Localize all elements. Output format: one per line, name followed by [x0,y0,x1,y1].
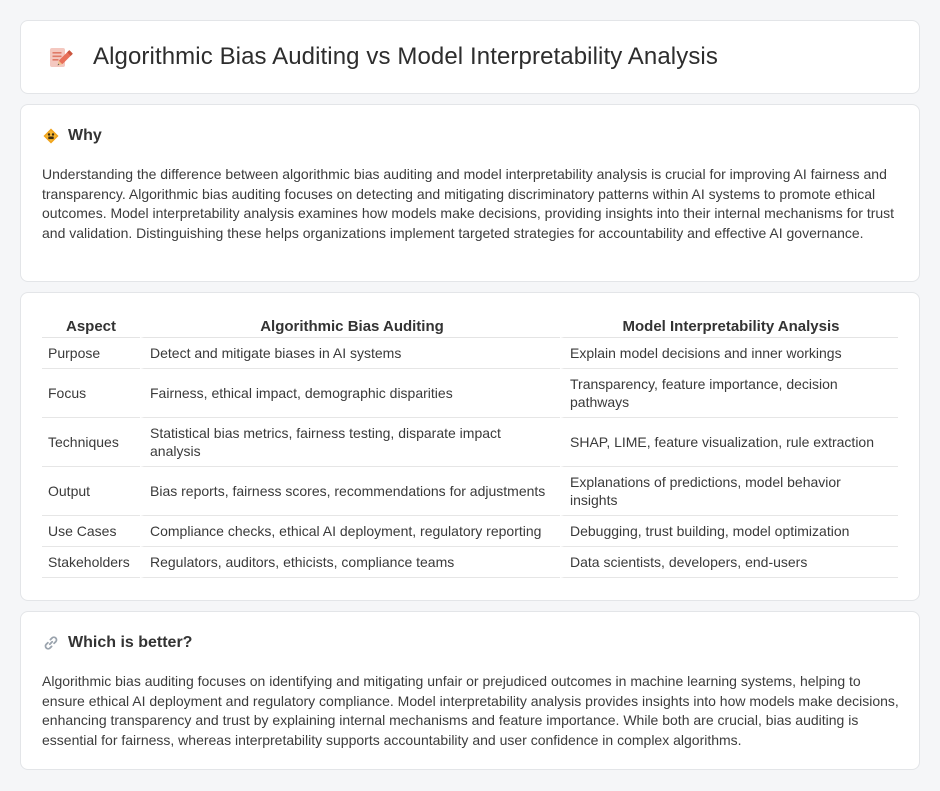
row-aspect: Focus [42,369,140,418]
row-interp-value: Data scientists, developers, end-users [560,547,898,578]
row-bias-value: Compliance checks, ethical AI deployment, regulatory reporting [140,516,560,547]
row-bias-value: Statistical bias metrics, fairness testing, disparate impact analysis [140,418,560,467]
row-interp-value: Explanations of predictions, model behavior insights [560,467,898,516]
page-title: Algorithmic Bias Auditing vs Model Interpretability Analysis [93,43,718,70]
table-row [42,467,898,516]
better-header [43,634,192,652]
row-interp-value: Explain model decisions and inner workings [560,338,898,369]
pencil-document-icon [47,44,73,70]
header-aspect: Aspect [42,317,140,338]
row-aspect: Use Cases [42,516,140,547]
header-interpretability: Model Interpretability Analysis [560,317,898,338]
row-bias-value: Fairness, ethical impact, demographic disparities [140,369,560,418]
row-aspect: Output [42,467,140,516]
row-bias-value: Regulators, auditors, ethicists, compliance teams [140,547,560,578]
table-row [42,547,898,578]
why-header [43,127,102,145]
table-row [42,338,898,369]
why-heading: Why [68,127,102,144]
title-row [47,43,718,71]
row-aspect: Techniques [42,418,140,467]
comparison-table [42,317,898,578]
better-text: Algorithmic bias auditing focuses on identifying and mitigating unfair or prejudiced outcomes in machine learning systems, helping to ensure ethical AI deployment and regulatory compliance. Model interpretability analysis provides insights into how models make decisions, enhancing transparency and trust by explaining internal mechanisms and feature importance. While both are crucial, bias auditing is essential for fairness, whereas interpretability supports accountability and user confidence in complex algorithms. [42,673,899,748]
comparison-card [20,292,920,601]
row-interp-value: Transparency, feature importance, decision pathways [560,369,898,418]
row-aspect: Purpose [42,338,140,369]
warning-sign-icon [43,128,59,144]
row-aspect: Stakeholders [42,547,140,578]
row-interp-value: SHAP, LIME, feature visualization, rule extraction [560,418,898,467]
table-row [42,369,898,418]
header-bias-auditing: Algorithmic Bias Auditing [140,317,560,338]
better-heading: Which is better? [68,634,193,651]
table-row [42,418,898,467]
why-text: Understanding the difference between algorithmic bias auditing and model interpretability analysis is crucial for improving AI fairness and transparency. Algorithmic bias auditing focuses on detecting and mitigating discriminatory patterns within AI systems to promote ethical outcomes. Model interpretability analysis examines how models make decisions, providing insights into their internal mechanisms for trust and validation. Distinguishing these helps organizations implement targeted strategies for accountability and effective AI governance. [42,166,895,241]
title-card [20,20,920,94]
why-card [20,104,920,282]
row-bias-value: Detect and mitigate biases in AI systems [140,338,560,369]
table-row [42,516,898,547]
link-icon [43,635,59,651]
row-interp-value: Debugging, trust building, model optimization [560,516,898,547]
table-header-row [42,317,898,338]
row-bias-value: Bias reports, fairness scores, recommendations for adjustments [140,467,560,516]
which-better-card [20,611,920,770]
